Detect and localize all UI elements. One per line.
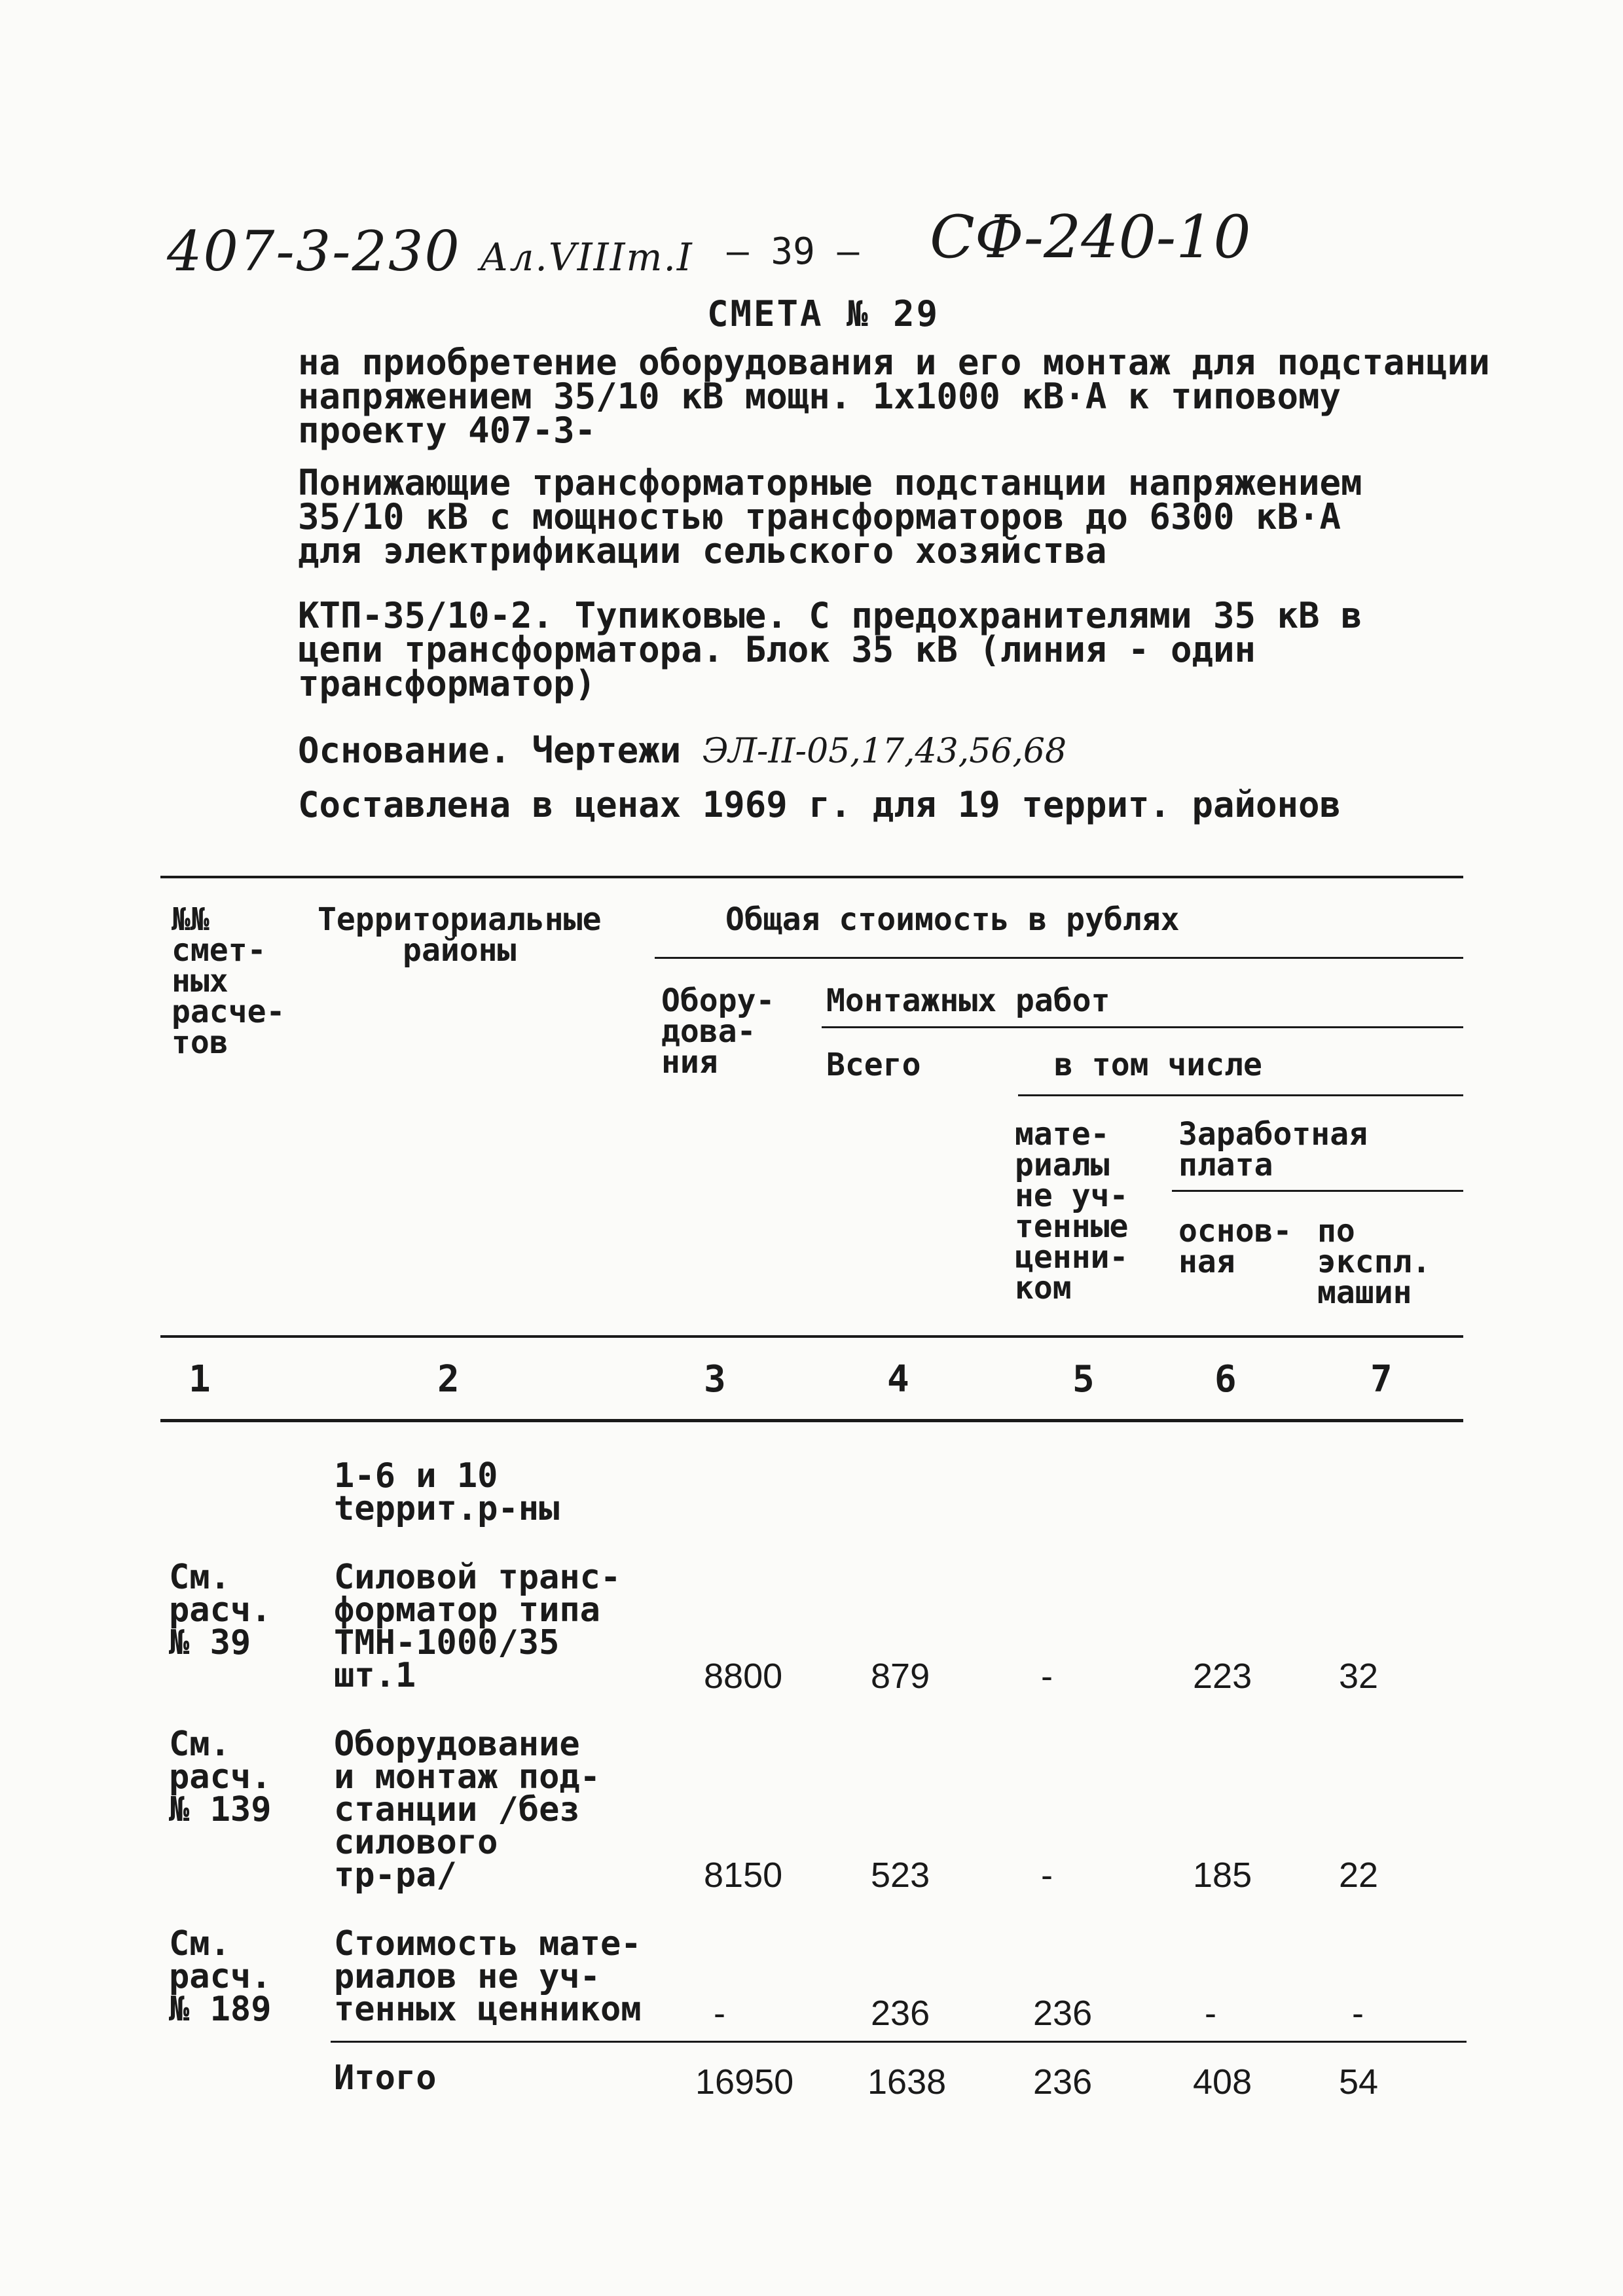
total-wage-machines: 54 (1339, 2062, 1379, 2102)
document-code-number: 407-3-230 (167, 219, 461, 283)
variant-description: КТП-35/10-2. Тупиковые. С предохранителями 35 кВ в цепи трансформатора. Блок 35 кВ (линия - один трансформатор) (298, 595, 1362, 704)
row-equipment: - (714, 1994, 725, 2033)
header-installation: Монтажных работ (826, 982, 1110, 1019)
page-number: — 39 — (727, 230, 860, 273)
table-top-rule (160, 876, 1463, 878)
document-code (167, 219, 693, 283)
row-ref: См. расч. № 39 (169, 1558, 272, 1662)
row-materials: 236 (1033, 1994, 1093, 2033)
total-rule (331, 2041, 1467, 2043)
row-name: Оборудование и монтаж под- станции /без силового тр-ра/ (334, 1725, 600, 1895)
basis-label: Основание. Чертежи (298, 730, 682, 771)
row-name: Стоимость мате- риалов не уч- тенных ценником (334, 1924, 642, 2029)
document-subtitle: на приобретение оборудования и его монтаж для подстанции напряжением 35/10 кВ мощн. 1х1000 кВ·А к типовому проекту 407-3- (298, 342, 1490, 451)
column-number-3: 3 (704, 1358, 726, 1401)
basis-line (298, 730, 1067, 771)
row-equipment: 8150 (704, 1856, 783, 1895)
header-wage-machines: по экспл. машин (1317, 1213, 1431, 1311)
compiled-note: Составлена в ценах 1969 г. для 19 террит. районов (298, 784, 1341, 825)
column-number-2: 2 (437, 1358, 460, 1401)
header-districts: Территориальные районы (318, 901, 602, 969)
estimate-code: СФ-240-10 (930, 203, 1251, 272)
group-label: 1-6 и 10 tеррит.р-ны (334, 1456, 560, 1528)
header-wage: Заработная плата (1178, 1116, 1368, 1183)
row-materials: - (1041, 1856, 1053, 1895)
header-materials: мате- риалы не уч- тенные ценни- ком (1015, 1116, 1129, 1306)
column-number-7: 7 (1370, 1358, 1393, 1401)
row-wage-machines: - (1352, 1994, 1364, 2033)
install-header-rule (822, 1026, 1463, 1028)
col-numbers-rule (160, 1419, 1463, 1422)
row-wage-machines: 22 (1339, 1856, 1379, 1895)
column-number-1: 1 (189, 1358, 211, 1401)
row-wage-basic: 185 (1193, 1856, 1252, 1895)
column-number-4: 4 (887, 1358, 909, 1401)
total-materials: 236 (1033, 2062, 1093, 2102)
row-wage-basic: - (1205, 1994, 1216, 2033)
project-description: Понижающие трансформаторные подстанции напряжением 35/10 кВ с мощностью трансформаторов до 6300 кВ·А для электрификации сельского хозяйства (298, 462, 1362, 571)
total-wage-basic: 408 (1193, 2062, 1252, 2102)
header-estimate-numbers: №№ смет- ных расче- тов (172, 901, 285, 1061)
cost-header-rule (655, 957, 1463, 959)
header-including: в том числе (1054, 1047, 1262, 1083)
header-equipment: Обору- дова- ния (661, 982, 775, 1081)
row-install-total: 879 (871, 1657, 930, 1696)
row-ref: См. расч. № 139 (169, 1725, 272, 1829)
row-wage-basic: 223 (1193, 1657, 1252, 1696)
row-ref: См. расч. № 189 (169, 1924, 272, 2029)
album-number: Ал.VIIIт.I (479, 235, 693, 279)
header-wage-basic: основ- ная (1178, 1213, 1292, 1280)
header-install-total: Всего (826, 1047, 921, 1083)
header-total-cost: Общая стоимость в рублях (725, 901, 1180, 938)
total-label: Итого (334, 2058, 437, 2098)
column-number-6: 6 (1214, 1358, 1237, 1401)
row-name: Силовой транс- форматор типа ТМН-1000/35 шт.1 (334, 1558, 621, 1695)
row-wage-machines: 32 (1339, 1657, 1379, 1696)
column-number-5: 5 (1072, 1358, 1095, 1401)
row-materials: - (1041, 1657, 1053, 1696)
total-install: 1638 (867, 2062, 947, 2102)
document-title: СМЕТА № 29 (707, 293, 940, 334)
row-install-total: 523 (871, 1856, 930, 1895)
row-install-total: 236 (871, 1994, 930, 2033)
incl-header-rule (1018, 1094, 1463, 1096)
wage-header-rule (1172, 1190, 1463, 1192)
total-equipment: 16950 (695, 2062, 794, 2102)
row-equipment: 8800 (704, 1657, 783, 1696)
basis-drawings: ЭЛ-II-05,17,43,56,68 (702, 732, 1067, 771)
header-bottom-rule (160, 1335, 1463, 1338)
